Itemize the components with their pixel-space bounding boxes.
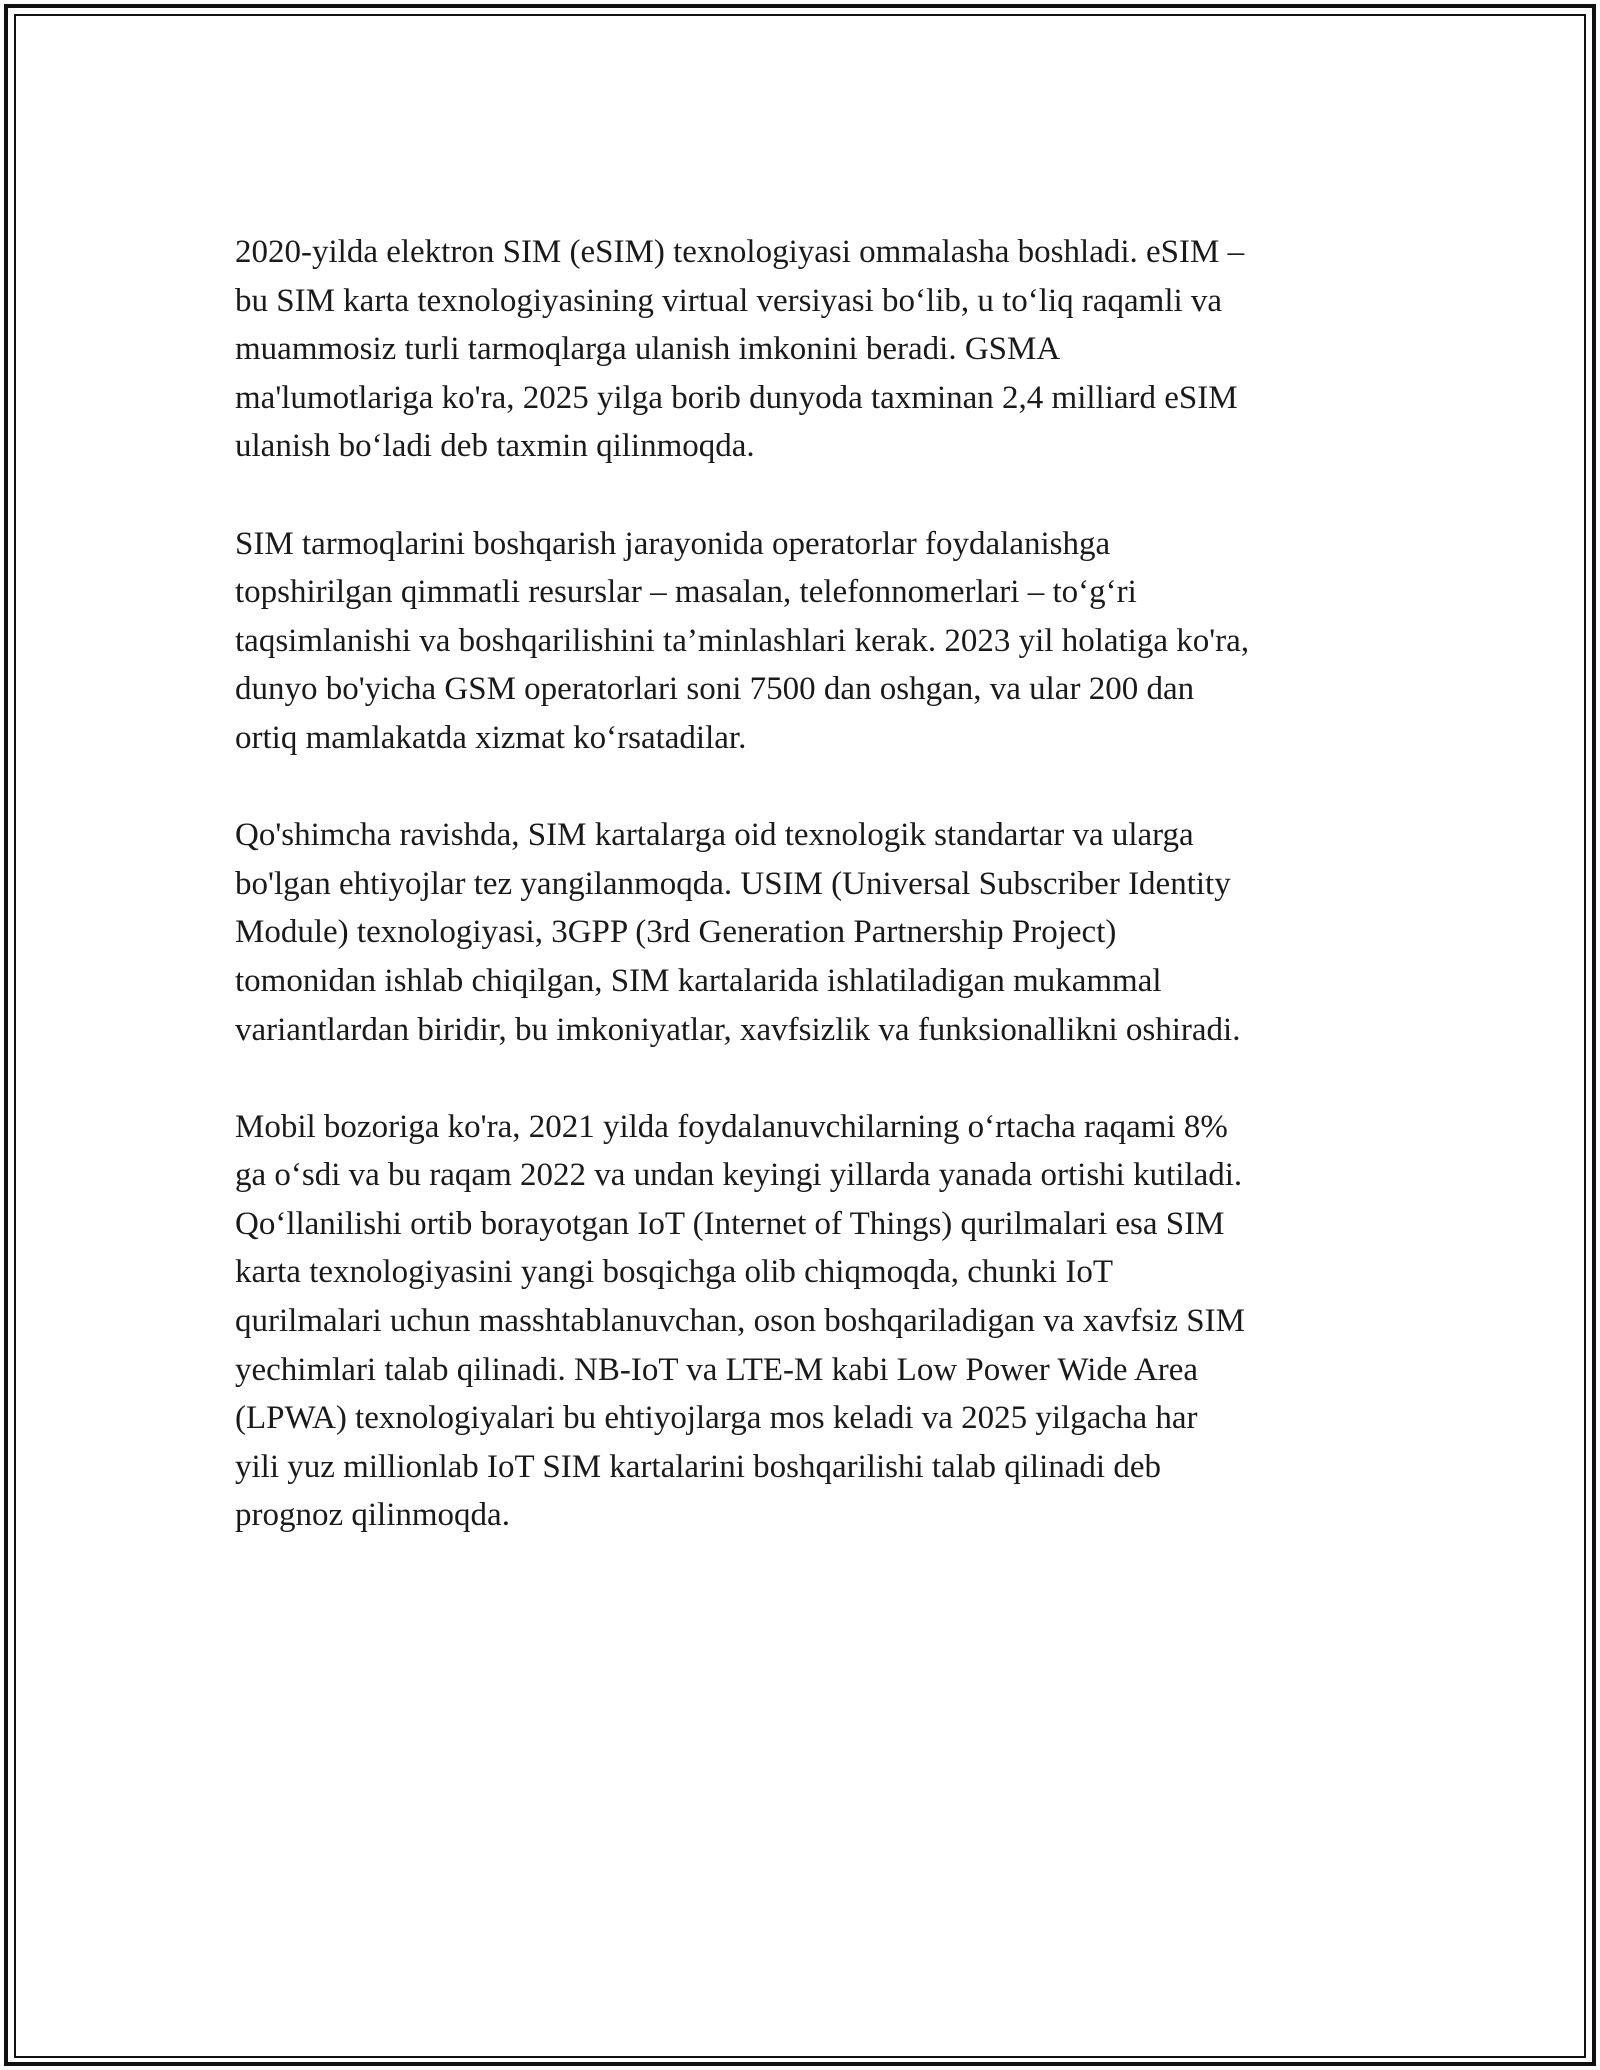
text-line: bu SIM karta texnologiyasining virtual versiyasi bo‘lib, u to‘liq raqamli va — [235, 282, 1223, 319]
text-line: muammosiz turli tarmoqlarga ulanish imkonini beradi. GSMA — [235, 331, 1061, 368]
text-line: topshirilgan qimmatli resurslar – masalan, telefonnomerlari – to‘g‘ri — [235, 574, 1137, 611]
text-line: prognoz qilinmoqda. — [235, 1497, 510, 1534]
text-line: taqsimlanishi va boshqarilishini ta’minlashlari kerak. 2023 yil holatiga ko'ra, — [235, 622, 1250, 659]
text-line: Module) texnologiyasi, 3GPP (3rd Generation Partnership Project) — [235, 914, 1117, 951]
text-line: ulanish bo‘ladi deb taxmin qilinmoqda. — [235, 428, 755, 465]
text-line: tomonidan ishlab chiqilgan, SIM kartalarida ishlatiladigan mukammal — [235, 962, 1162, 999]
text-line: (LPWA) texnologiyalari bu ehtiyojlarga mos keladi va 2025 yilgacha har — [235, 1400, 1198, 1437]
text-line: Qo‘llanilishi ortib borayotgan IoT (Internet of Things) qurilmalari esa SIM — [235, 1205, 1225, 1242]
text-line: 2020-yilda elektron SIM (eSIM) texnologiyasi ommalasha boshladi. eSIM – — [235, 234, 1245, 270]
text-line: variantlardan biridir, bu imkoniyatlar, xavfsizlik va funksionallikni oshiradi. — [235, 1011, 1241, 1048]
text-line: Mobil bozoriga ko'ra, 2021 yilda foydalanuvchilarning o‘rtacha raqami 8% — [235, 1108, 1228, 1145]
text-line: yechimlari talab qilinadi. NB-IoT va LTE-M kabi Low Power Wide Area — [235, 1351, 1199, 1388]
text-line: dunyo bo'yicha GSM operatorlari soni 7500 dan oshgan, va ular 200 dan — [235, 671, 1195, 708]
paragraph-iot — [235, 1103, 1365, 1540]
text-line: ortiq mamlakatda xizmat ko‘rsatadilar. — [235, 719, 747, 756]
text-line: yili yuz millionlab IoT SIM kartalarini boshqarilishi talab qilinadi deb — [235, 1448, 1161, 1485]
paragraph-esim — [235, 228, 1365, 471]
text-line: qurilmalari uchun masshtablanuvchan, oson boshqariladigan va xavfsiz SIM — [235, 1303, 1245, 1340]
text-line: Qo'shimcha ravishda, SIM kartalarga oid texnologik standartar va ularga — [235, 817, 1194, 854]
text-line: ga o‘sdi va bu raqam 2022 va undan keyingi yillarda yanada ortishi kutiladi. — [235, 1157, 1243, 1194]
paragraph-usim — [235, 811, 1365, 1054]
text-line: karta texnologiyasini yangi bosqichga olib chiqmoqda, chunki IoT — [235, 1254, 1113, 1291]
text-line: ma'lumotlariga ko'ra, 2025 yilga borib dunyoda taxminan 2,4 milliard eSIM — [235, 379, 1238, 416]
text-line: SIM tarmoqlarini boshqarish jarayonida operatorlar foydalanishga — [235, 525, 1111, 562]
document-body — [235, 228, 1365, 1589]
text-line: bo'lgan ehtiyojlar tez yangilanmoqda. USIM (Universal Subscriber Identity — [235, 865, 1231, 902]
paragraph-sim-networks — [235, 520, 1365, 763]
